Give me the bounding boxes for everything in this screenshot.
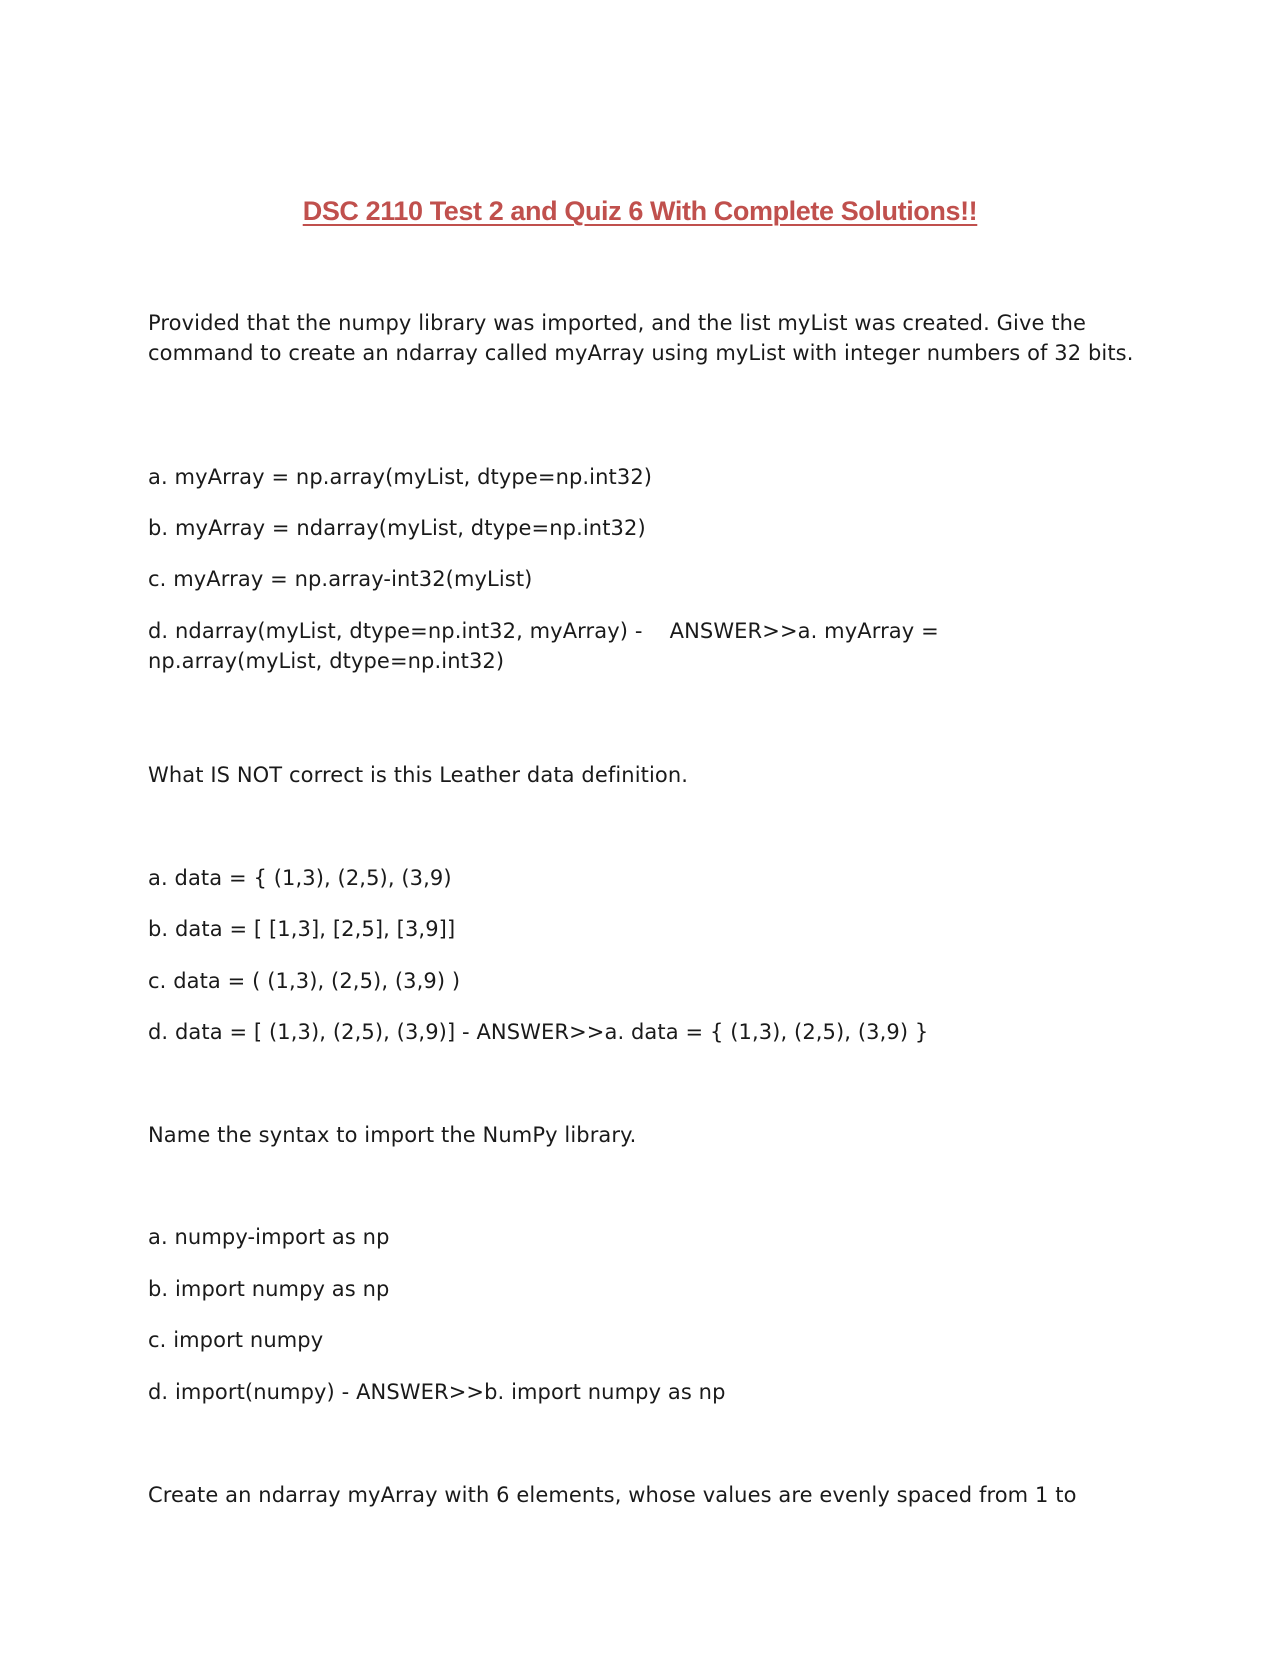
question-3-option-a: a. numpy-import as np xyxy=(148,1225,390,1249)
question-1-prompt: Provided that the numpy library was imported, and the list myList was created. Give the command to create an ndarray called myArray using myList with integer numbers of 32 bits. xyxy=(148,311,1134,365)
question-4-prompt: Create an ndarray myArray with 6 elements, whose values are evenly spaced from 1 to xyxy=(148,1483,1077,1507)
question-3-option-b: b. import numpy as np xyxy=(148,1277,390,1301)
question-1-option-d: d. ndarray(myList, dtype=np.int32, myArray) - ANSWER>>a. myArray = np.array(myList, dtype=np.int32) xyxy=(148,619,946,673)
question-1-option-a: a. myArray = np.array(myList, dtype=np.int32) xyxy=(148,465,653,489)
page-title: DSC 2110 Test 2 and Quiz 6 With Complete Solutions!! xyxy=(302,196,978,226)
question-2-option-d: d. data = [ (1,3), (2,5), (3,9)] - ANSWER>>a. data = { (1,3), (2,5), (3,9) } xyxy=(148,1020,929,1044)
question-1-option-b: b. myArray = ndarray(myList, dtype=np.int32) xyxy=(148,516,646,540)
question-3-option-d: d. import(numpy) - ANSWER>>b. import numpy as np xyxy=(148,1380,726,1404)
question-2-prompt: What IS NOT correct is this Leather data definition. xyxy=(148,763,689,787)
question-2-option-a: a. data = { (1,3), (2,5), (3,9) xyxy=(148,866,452,890)
question-1-option-c: c. myArray = np.array-int32(myList) xyxy=(148,567,533,591)
question-3-option-c: c. import numpy xyxy=(148,1328,324,1352)
question-2-option-c: c. data = ( (1,3), (2,5), (3,9) ) xyxy=(148,969,461,993)
question-3-prompt: Name the syntax to import the NumPy library. xyxy=(148,1123,637,1147)
question-2-option-b: b. data = [ [1,3], [2,5], [3,9]] xyxy=(148,917,456,941)
